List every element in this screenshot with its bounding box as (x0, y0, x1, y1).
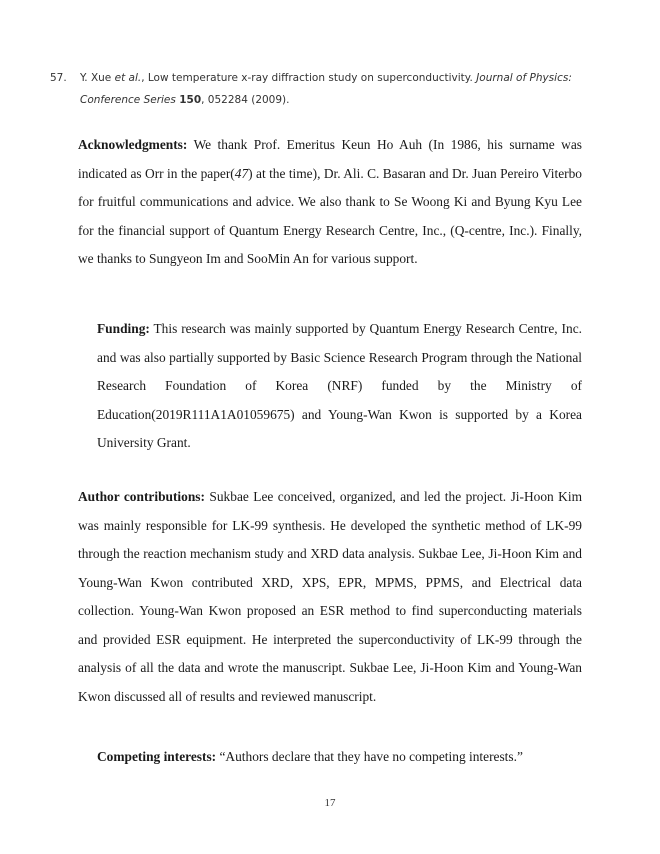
competing-interests-text: “Authors declare that they have no competing interests.” (216, 749, 523, 764)
reference-volume: 150 (179, 94, 202, 106)
reference-authors: Y. Xue (80, 72, 115, 84)
reference-journal-part1: Journal of Physics: (476, 72, 572, 84)
reference-details: , 052284 (2009). (201, 94, 290, 106)
author-contributions-text: Sukbae Lee conceived, organized, and led the project. Ji-Hoon Kim was mainly responsible for LK-99 synthesis. He developed the synthetic method of LK-99 through the reaction mechanism study and XRD data analysis. Sukbae Lee, Ji-Hoon Kim and Young-Wan Kwon contributed XRD, XPS, EPR, MPMS, PPMS, and Electrical data collection. Young-Wan Kwon proposed an ESR method to find superconducting materials and provided ESR equipment. He interpreted the superconductivity of LK-99 through the analysis of all the data and wrote the manuscript. Sukbae Lee, Ji-Hoon Kim and Young-Wan Kwon discussed all of results and reviewed manuscript. (78, 489, 582, 704)
competing-interests-paragraph (97, 743, 582, 772)
acknowledgments-paragraph (78, 131, 582, 274)
reference-journal-part2: Conference Series (80, 94, 176, 106)
reference-etal: et al. (114, 72, 142, 84)
acknowledgments-text-1: We thank Prof. Emeritus Keun Ho Auh (In 1986, his surname was indicated as Orr in the paper( (78, 137, 582, 181)
page-number: 17 (324, 797, 336, 809)
reference-title: , Low temperature x-ray diffraction study on superconductivity. (141, 72, 477, 84)
author-contributions-paragraph (78, 483, 582, 711)
funding-paragraph (97, 315, 582, 458)
reference-number: 57. (50, 72, 67, 84)
funding-text: This research was mainly supported by Quantum Energy Research Centre, Inc. and was also partially supported by Basic Science Research Program through the National Research Foundation of Korea (NRF) funded by the Ministry of Education(2019R111A1A01059675) and Young-Wan Kwon is supported by a Korea University Grant. (97, 321, 582, 450)
acknowledgments-text-2: ) at the time), Dr. Ali. C. Basaran and Dr. Juan Pereiro Viterbo for fruitful communications and advice. We also thank to Se Woong Ki and Byung Kyu Lee for the financial support of Quantum Energy Research Centre, Inc., (Q-centre, Inc.). Finally, we thanks to Sungyeon Im and SooMin An for various support. (78, 165, 582, 266)
author-contributions-label: Author contributions: (78, 489, 205, 504)
competing-interests-label: Competing interests: (97, 749, 217, 764)
reference-57 (50, 67, 600, 111)
funding-label: Funding: (97, 321, 150, 336)
acknowledgments-citation: 47 (234, 165, 249, 181)
acknowledgments-label: Acknowledgments: (78, 137, 188, 152)
